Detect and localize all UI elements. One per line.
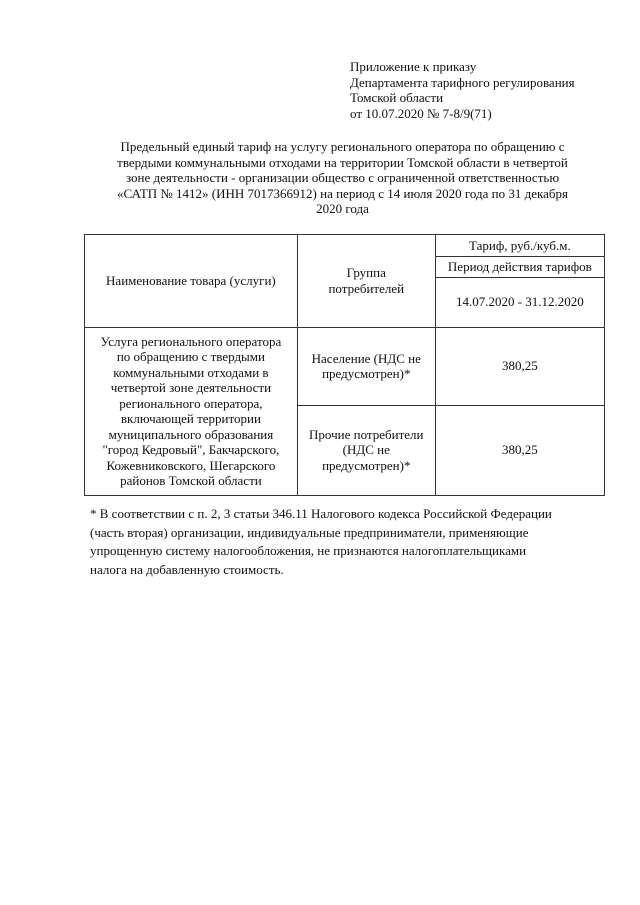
header-consumer-group-line: Группа	[346, 265, 386, 281]
service-line: включающей территории	[120, 411, 261, 426]
table-row	[85, 327, 605, 405]
annex-reference	[350, 59, 620, 121]
annex-line: от 10.07.2020 № 7-8/9(71)	[350, 105, 492, 121]
header-period-label: Период действия тарифов	[435, 257, 604, 278]
consumer-group-other	[297, 405, 435, 495]
title-line: Предельный единый тариф на услугу регионального оператора по обращению с	[120, 139, 565, 154]
footnote	[90, 505, 595, 579]
consumer-group-line: Население (НДС не	[311, 350, 421, 366]
header-period-value: 14.07.2020 - 31.12.2020	[435, 277, 604, 327]
document-title	[90, 139, 595, 217]
tariff-value: 380,25	[435, 405, 604, 495]
footnote-line: (часть вторая) организации, индивидуальные предприниматели, применяющие	[90, 524, 529, 540]
footnote-line: * В соответствии с п. 2, 3 статьи 346.11 Налогового кодекса Российской Федерации	[90, 506, 552, 521]
service-line: Услуга регионального оператора	[100, 333, 282, 349]
header-tariff-unit: Тариф, руб./куб.м.	[435, 235, 604, 257]
title-line: «САТП № 1412» (ИНН 7017366912) на период с 14 июля 2020 года по 31 декабря	[117, 185, 568, 201]
title-line: твердыми коммунальными отходами на территории Томской области в четвертой	[117, 154, 568, 170]
service-line: районов Томской области	[120, 473, 262, 488]
tariff-table	[84, 234, 605, 496]
tariff-value: 380,25	[435, 327, 604, 405]
consumer-group-line: предусмотрен)*	[322, 366, 411, 381]
service-line: коммунальными отходами в	[113, 364, 269, 380]
consumer-group-line: Прочие потребители	[309, 426, 424, 442]
header-consumer-group	[297, 235, 435, 328]
service-line: "город Кедровый", Бакчарского,	[102, 442, 280, 457]
title-line: 2020 года	[316, 201, 369, 216]
service-line: по обращению с твердыми	[116, 349, 265, 364]
service-line: четвертой зоне деятельности	[110, 380, 272, 395]
consumer-group-population	[297, 327, 435, 405]
service-line: Кожевниковского, Шегарского	[106, 457, 276, 473]
annex-line: Департамента тарифного регулирования	[350, 74, 575, 90]
annex-line: Приложение к приказу	[350, 59, 477, 74]
header-consumer-group-line: потребителей	[328, 280, 405, 296]
service-description	[85, 327, 298, 495]
annex-line: Томской области	[350, 90, 444, 105]
footnote-line: налога на добавленную стоимость.	[90, 561, 284, 577]
footnote-line: упрощенную систему налогообложения, не признаются налогоплательщиками	[90, 543, 527, 558]
title-line: зоне деятельности - организации общество с ограниченной ответственностью	[125, 170, 560, 185]
table-header-row	[85, 235, 605, 257]
consumer-group-line: (НДС не	[342, 442, 390, 458]
service-line: муниципального образования	[108, 426, 274, 442]
header-product-name: Наименование товара (услуги)	[85, 235, 298, 328]
consumer-group-line: предусмотрен)*	[322, 457, 411, 473]
service-line: регионального оператора,	[119, 395, 263, 411]
